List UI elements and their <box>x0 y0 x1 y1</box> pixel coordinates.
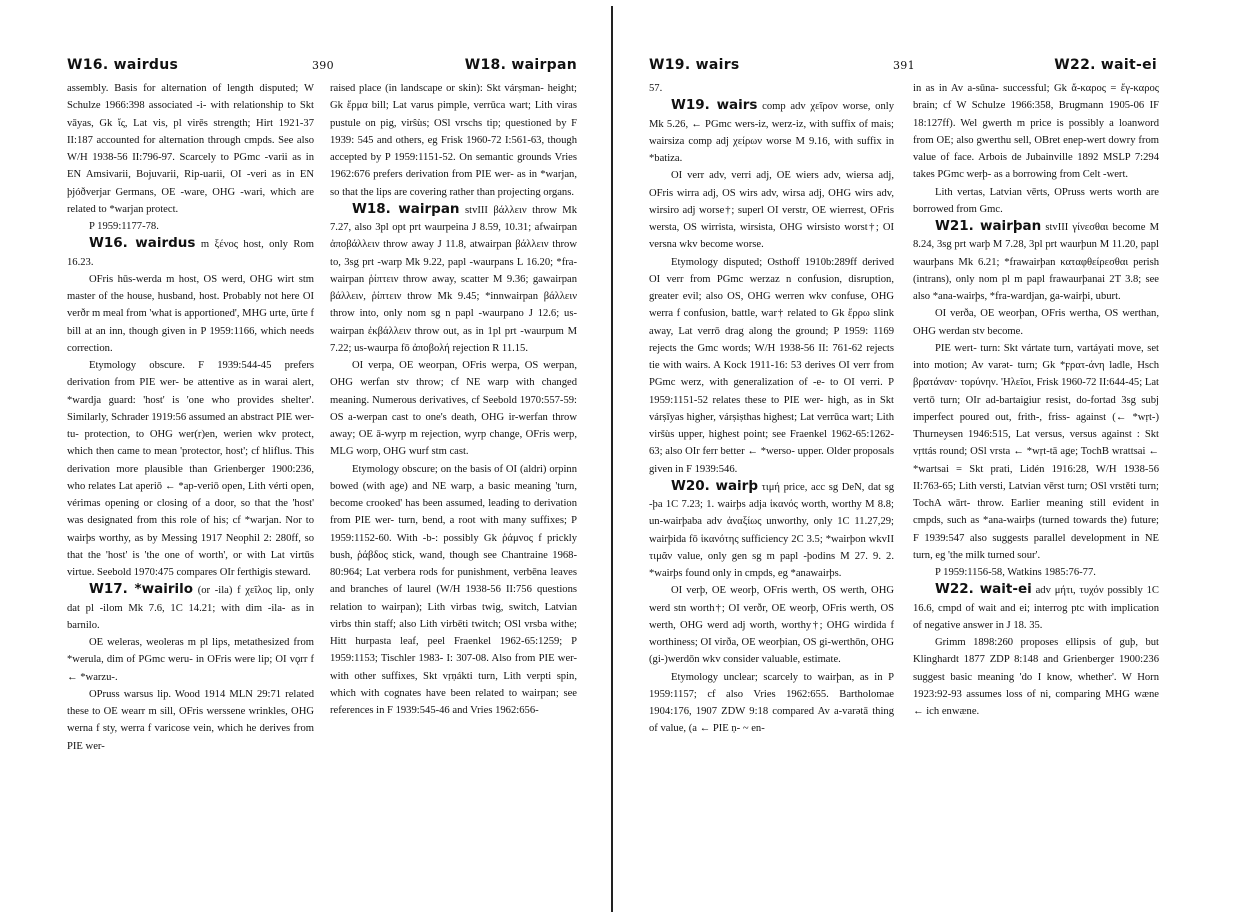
text-paragraph <box>67 357 314 581</box>
paragraph-text: Grimm 1898:260 proposes ellipsis of guþ, but Klinghardt 1877 ZDP 8:148 and Grienberger 1900:236 suggest basic meaning 'do I know, whether'. W Horn 1923:92-93 assumes loss of ni, comparing MHG wæne ← ich enwæne. <box>913 637 1159 717</box>
text-paragraph <box>330 461 577 720</box>
paragraph-text: OI verr adv, verri adj, OE wiers adv, wiersa adj, OFris wirra adj, OS wirs adv, wirsa adj, OHG wirs adv, wirsiro adj worse†; superl OI verstr, OE wierrest, OFris wersta, OS wirrista, wirsista, OHG wirsisto worst†; OI versna wkv become worse. <box>649 170 894 251</box>
entry-paragraph: W20. wairþ τιμή price, acc sg DeN, dat sg -þa 1C 7.23; 1. wairþs adja ἱκανός worth, worthy M 8.8; un-wairþaba adv ἀναξίως unworthy, only 1C 11.27,29; wairþida fō ἱκανότης sufficiency 2C 3.5; *wairþon wkvII τιμᾶν value, only gen sg m papl -þodins M 27. 9. 2. *wairþs found only in cmpds, eg *anawairþs. <box>649 477 894 579</box>
text-paragraph <box>649 582 894 668</box>
paragraph-text: OI verpa, OE weorpan, OFris werpa, OS werpan, OHG werfan stv throw; cf NE warp with changed meaning. Numerous derivatives, cf Seebold 1970:557-59: OS a-werpan cast to one's death, OHG ir-werfan throw away; OE ā-wyrp m rejection, wyrp change, OFris werp, MLG worp, OHG wurf stm cast. <box>330 360 577 458</box>
entry-headword: W18. wairpan <box>352 200 460 217</box>
right-head-first-entry: W19. wairs <box>649 57 740 73</box>
left-column-2 <box>330 80 577 719</box>
entry-paragraph: W22. wait-ei adv μήτι, τυχόν possibly 1C 16.6, cmpd of wait and ei; interrog ptc with implication of negative answer in J 18. 35. <box>913 581 1159 631</box>
entry-headword: W22. wait-ei <box>935 581 1032 598</box>
entry-paragraph: W18. wairpan stvIII βάλλειν throw Mk 7.27, also 3pl opt prt waurpeina J 8.59, 10.31; afwairpan ἀποβάλλειν throw away J 11.8, atwairpan βάλλειν throw to, 3sg prt -warp Mk 9.22, papl -waurpans L 16.20; *fra-wairpan ῥίπτειν throw away, scatter M 9.36; gawairpan βάλλειν, ῥίπτειν throw Mk 9.45; *innwairpan βάλλειν throw into, only nom sg n papl -waurpano J 12.6; us-wairpan ἐκβάλλειν throw out, as in 1pl prt -waurpum M 7.22; us-waurpa fō ἀποβολή rejection R 11.15. <box>330 200 577 354</box>
paragraph-text: Lith vertas, Latvian vērts, OPruss werts worth are borrowed from Gmc. <box>913 186 1159 215</box>
right-column-1 <box>649 80 894 738</box>
entry-headword: W17. *wairilo <box>89 581 194 598</box>
text-paragraph <box>67 80 314 218</box>
text-paragraph <box>649 167 894 253</box>
left-page-number: 390 <box>312 59 334 72</box>
paragraph-text: PIE wert- turn: Skt vártate turn, vartáyati move, set into motion; Av varət- turn; Gk *ϝρατ-άνη ladle, Hsch βρατάναν· τορύνην. 'Ηλεῖοι, Frisk 1960-72 II:644-45; Lat vertō turn; OIr ad-bartaigiur resist, do-fortad 3sg subj imperfect poured out, frith-, friss- against (← *wṛt-) Thurneysen 1946:515, Lat versus, versus against : Skt vṛttás round; OSl vrsta ← *wṛt-tā age; TochB wrattsai ← *wartsai = Skt prati, Lidén 1916:28, W/H 1938-56 II:763-65; Lith versti, Latvian vērst turn; OSl vrstěti turn; TochA wārt- throw. Earlier meaning still evident in cmpds, such as *ana-wairþs (turned towards the) future; F 1939:547 also suggests parallel development in NE turn, eg 'the milk turned sour'. <box>913 342 1159 561</box>
entry-headword: W16. wairdus <box>89 235 196 252</box>
paragraph-text: P 1959:1156-58, Watkins 1985:76-77. <box>935 567 1096 578</box>
paragraph-text: OFris hūs-werda m host, OS werd, OHG wirt stm master of the house, husband, host. Probably not here OI verðr m meal from 'what is apportioned', MHG urte, ürte f bill at an inn, though given in P 1959:1166, which needs correction. <box>67 273 314 354</box>
paragraph-text: P 1959:1177-78. <box>89 221 159 232</box>
entry-paragraph: W19. wairs comp adv χεῖρον worse, only Mk 5.26, ← PGmc wers-iz, werz-iz, with suffix of mais; wairsiza comp adj χείρων worse M 9.16, with suffix in *batiza. <box>649 97 894 164</box>
paragraph-text: Etymology unclear; scarcely to wairþan, as in P 1959:1157; cf also Vries 1962:655. Bartholomae 1904:176, 1907 ZDW 9:18 compared Av a-varətā thing of value, (a ← PIE ṇ- ~ en- <box>649 671 894 735</box>
paragraph-text: OPruss warsus lip. Wood 1914 MLN 29:71 related these to OE wearr m sill, OFris werssene wrinkles, OHG werna f sty, werra f varicose vein, which he derives from PIE wer- <box>67 688 314 752</box>
entry-headword: W21. wairþan <box>935 218 1042 234</box>
paragraph-text: OI verþ, OE weorþ, OFris werth, OS werth, OHG werd stn worth†; OI verðr, OE weorþ, OFris werth, OS werth, OHG werd adj worth, worthy†; OHG wirdida f worthiness; OI virða, OE weorþian, OS gi-werthōn, OHG (gi-)werdōn wkv consider valuable, estimate. <box>649 585 894 666</box>
paragraph-text: assembly. Basis for alternation of length disputed; W Schulze 1966:398 associated -i- with relationship to Skt vāyas, Gk ἴς, Lat vis, pl virēs strength; Hirt 1921-37 II:187 accounted for alternation through cmpds. See also W/H 1938-56 II:796-97. Scarcely to PGmc -varii as in EN Amsivarii, Bojuvarii, Rip-uarii, OI -veri as in EN þjóðverjar Germans, OE -ware, OHG -wari, which are related to *warjan protect. <box>67 83 314 215</box>
text-paragraph <box>330 357 577 461</box>
left-running-head <box>67 57 577 77</box>
right-head-last-entry: W22. wait-ei <box>1054 57 1157 73</box>
text-paragraph <box>67 218 314 235</box>
paragraph-text: OE weleras, weoleras m pl lips, metathesized from *werula, dim of PGmc weru- in OFris were lip; OI vǫrr f ← *warzu-. <box>67 637 314 683</box>
text-paragraph <box>913 184 1159 219</box>
left-head-first-entry: W16. wairdus <box>67 57 179 73</box>
left-head-last-entry: W18. wairpan <box>464 57 577 73</box>
page-gutter <box>611 6 613 912</box>
paragraph-text: Etymology disputed; Osthoff 1910b:289ff derived OI verr from PGmc werzaz n confusion, disruption, greater evil; also OS, OHG werren wkv confuse, OHG werra f confusion, battle, war† related to Gk ἔρρω slink away, Lat verrō drag along the ground; P 1959: 1169 rejects the Gmc words; W/H 1938-56 II: 761-62 rejects tie with wairs. A Kock 1911-16: 53 derives OI verr from PGmc werz, with generalization of -e- to OI verri. P 1959:1151-52 relates these to PIE wer- high, as in Skt várṣīyas higher, várṣiṣthas highest; Lat verrūca wart; Lith viršùs upper, highest point; see Fraenkel 1962-65:1262-63; also OIr ferr better ← *werso- upper. Older proposals given in F 1939:546. <box>649 256 894 475</box>
entry-headword: W19. wairs <box>671 97 758 114</box>
right-running-head <box>649 57 1157 77</box>
entry-paragraph: W16. wairdus m ξένος host, only Rom 16.23. <box>67 235 315 268</box>
left-page <box>0 0 612 912</box>
right-column-2 <box>913 80 1159 720</box>
text-paragraph <box>913 340 1159 564</box>
text-paragraph <box>649 254 894 478</box>
paragraph-text: Etymology obscure. F 1939:544-45 prefers derivation from PIE wer- be attentive as in warai alert, *wardja guard: 'host' is 'one who provides shelter'. Similarly, Schrader 1919:56 assumed an abstract PIE wer-tu- protection, to OHG wer(r)en, werien wkv protect, which then came to mean 'protector, host'; cf hliflus. This derivation more plausible than Grienberger 1900:236, who relates Lat aperiō ← *ap-veriō open, Lith vérti open, vérimas opening or closing of a door, so that the 'host' was designated from this role of his; cf *warjan. Nor to wairþs worthy, as by Messing 1917 Neophil 2: 280ff, so that the 'host' is 'the one of worth', or with Lat virtūs virtue. Seebold 1970:475 compares OIr ferthigis steward. <box>67 360 314 578</box>
text-paragraph <box>913 634 1159 720</box>
paragraph-text: in as in Av a-sūna- successful; Gk ἄ-καρος = ἔγ-καρος brain; cf W Schulze 1966:358, Brugmann 1905-06 IF 18:127ff). Wel gwerth m price is possibly a loanword from OE; also gwerthu sell, OBret enep-wert dowry from value of face. Arbois de Jubainville 1892 MSLP 7:294 takes PGmc werþ- as a borrowing from Celt -wert. <box>913 83 1159 181</box>
paragraph-text: raised place (in landscape or skin): Skt várṣman- height; Gk ἕρμα bill; Lat varus pimple, verrūca wart; Lith viras pustule on pig, virŝùs; OSl vrschs tip; questioned by F 1939: 545 and others, eg Frisk 1960-72 I:561-63, though accepted by P 1959:1151-52. On semantic grounds Vries 1962:676 prefers derivation from PIE wer- as in *warjan, so that the lips are covering rather than projecting organs. <box>330 83 577 198</box>
right-page <box>616 0 1246 912</box>
text-paragraph <box>67 686 314 755</box>
right-page-number: 391 <box>893 59 915 72</box>
text-paragraph <box>67 634 314 686</box>
text-paragraph <box>330 80 577 201</box>
paragraph-text: 57. <box>649 83 663 94</box>
text-paragraph <box>649 80 894 97</box>
paragraph-text: Etymology obscure; on the basis of OI (aldri) orpinn bowed (with age) and NE warp, a basic meaning 'turn, become crooked' has been assumed, leading to derivation from PIE wer- turn, bend, a root with many suffixes; P 1959:1152-60. With -b-: possibly Gk ῥάμνος f prickly bush, ῥάβδος stick, wand, though see Chantraine 1968-80:964; Lat verbera rods for punishment, verbēna leaves and branches of laurel (W/H 1938-56 II:756 questions relation to wairpan); Lith vìrbas twig, switch, Latvian vìrbs thin staff; also Lith virbēti twitch; OSl vrsba withe; Hitt hurpasta leaf, peel Fraenkel 1962-65:1259; P 1959:1153; Tischler 1983- I: 307-08. Also from PIE wer- with other suffixes, Skt vṛṇákti turn, Lith verpti spin, which with cognates have been related to wairpan; see references in F 1939:545-46 and Vries 1962:656- <box>330 463 577 716</box>
text-paragraph <box>913 80 1159 184</box>
entry-paragraph: W21. wairþan stvIII γίνεσθαι become M 8.24, 3sg prt warþ M 7.28, 3pl prt waurþun M 11.20, papl waurþans Mk 6.21; *frawairþan καταφθείρεσθαι perish (intrans), only nom pl m papl frawaurþanai 2T 3.8; see also *ana-wairþs, *fra-wardjan, ga-wairþi, uburt. <box>913 218 1159 302</box>
paragraph-text: OI verða, OE weorþan, OFris wertha, OS werthan, OHG werdan stv become. <box>913 308 1159 337</box>
entry-paragraph: W17. *wairilo (or -ila) f χεῖλος lip, only dat pl -ilom Mk 7.6, 1C 14.21; with dim -ila- as in barnilo. <box>67 581 314 631</box>
text-paragraph <box>649 669 894 738</box>
text-paragraph <box>913 564 1159 581</box>
entry-headword: W20. wairþ <box>671 477 759 494</box>
left-column-1 <box>67 80 314 755</box>
text-paragraph <box>67 271 314 357</box>
text-paragraph <box>913 305 1159 340</box>
